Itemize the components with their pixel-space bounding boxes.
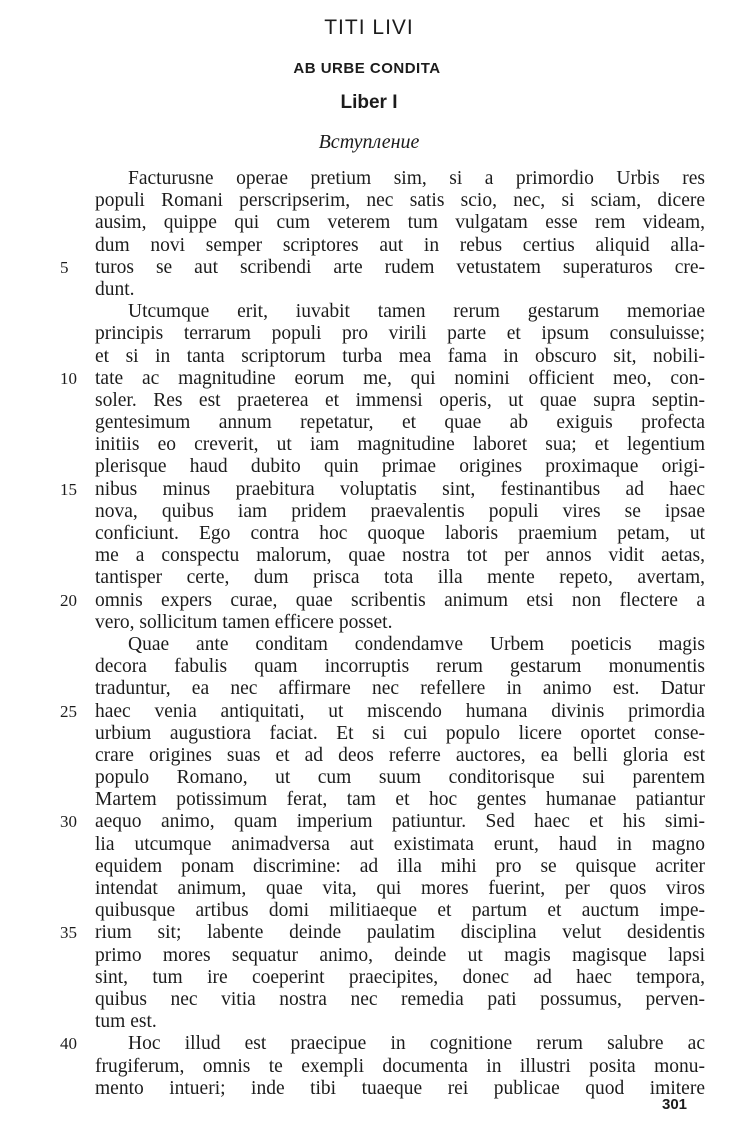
text-line: [95, 190, 705, 212]
line-text: gentesimum annum repetatur, et quae ab exiguis profecta: [95, 412, 705, 434]
book-heading: Liber I: [340, 92, 398, 113]
line-text: aequo animo, quam imperium patiuntur. Sed haec et his simi-: [95, 811, 705, 833]
section-heading: Вступление: [318, 131, 420, 153]
text-line: [95, 501, 705, 523]
text-line: [60, 256, 705, 279]
line-text: nova, quibus iam pridem praevalentis populi vires se ipsae: [95, 500, 705, 522]
page-number: 301: [662, 1096, 688, 1113]
text-line: [95, 678, 705, 700]
text-line: [95, 856, 705, 878]
text-line: [60, 478, 705, 501]
body-text: [60, 168, 705, 1100]
text-line: [95, 523, 705, 545]
text-line: [95, 634, 705, 656]
text-line: [60, 922, 705, 944]
text-line: [95, 545, 705, 567]
line-text: haec venia antiquitati, ut miscendo humana divinis primordia: [95, 700, 705, 722]
line-number: 40: [60, 1034, 77, 1054]
line-text: Hoc illud est praecipue in cognitione rerum salubre ac: [128, 1033, 705, 1055]
line-text: frugiferum, omnis te exempli documenta in illustri posita monu-: [95, 1055, 705, 1077]
text-line: [60, 1033, 705, 1055]
text-line: [95, 967, 705, 989]
line-text: ausim, quippe qui cum veterem tum vulgatam esse rem videam,: [95, 212, 705, 234]
line-text: urbium augustiora faciat. Et si cui populo licere oportet conse-: [95, 722, 705, 744]
text-line: [60, 811, 705, 833]
text-line: [95, 723, 705, 745]
line-text: decora fabulis quam incorruptis rerum gestarum monumentis: [95, 656, 705, 678]
text-line: [95, 789, 705, 811]
text-line: [95, 456, 705, 478]
text-line: [95, 390, 705, 412]
line-text: lia utcumque animadversa aut existimata erunt, haud in magno: [95, 833, 705, 855]
line-text: turos se aut scribendi arte rudem vetustatem superaturos cre-: [95, 256, 705, 278]
work-title: AB URBE CONDITA: [293, 60, 441, 77]
line-text: vero, sollicitum tamen efficere posset.: [95, 611, 393, 633]
text-line: [95, 235, 705, 257]
line-text: populo Romano, ut cum suum conditorisque sui parentem: [95, 767, 705, 789]
line-text: sint, tum ire coeperint praecipites, donec ad haec tempora,: [95, 966, 705, 988]
line-text: dunt.: [95, 278, 135, 300]
text-line: [95, 745, 705, 767]
line-text: Martem potissimum ferat, tam et hoc gentes humanae patiantur: [95, 789, 705, 811]
line-text: plerisque haud dubito quin primae origines proximaque origi-: [95, 456, 705, 478]
line-text: omnis expers curae, quae scribentis animum etsi non flectere a: [95, 589, 705, 611]
line-text: dum novi semper scriptores aut in rebus certius aliquid alla-: [95, 234, 705, 256]
line-number: 30: [60, 812, 77, 832]
text-line: [95, 878, 705, 900]
text-line: [95, 989, 705, 1011]
text-line: [95, 301, 705, 323]
line-text: et si in tanta scriptorum turba mea fama in obscuro sit, nobili-: [95, 345, 705, 367]
line-text: quibus nec vitia nostra nec remedia pati possumus, perven-: [95, 988, 705, 1010]
line-number: 10: [60, 368, 77, 388]
line-number: 25: [60, 701, 77, 721]
text-line: [95, 656, 705, 678]
line-text: Quae ante conditam condendamve Urbem poeticis magis: [128, 633, 705, 655]
line-text: rium sit; labente deinde paulatim disciplina velut desidentis: [95, 922, 705, 944]
text-line: [95, 767, 705, 789]
line-text: Facturusne operae pretium sim, si a primordio Urbis res: [128, 168, 705, 189]
line-number: 35: [60, 923, 77, 943]
line-number: 20: [60, 590, 77, 610]
text-line: [95, 1056, 705, 1078]
text-line: [95, 1078, 705, 1100]
text-line: [95, 612, 705, 634]
line-text: traduntur, ea nec affirmare nec refellere in animo est. Datur: [95, 678, 705, 700]
text-line: [95, 1011, 705, 1033]
line-text: tate ac magnitudine eorum me, qui nomini officient meo, con-: [95, 367, 705, 389]
line-text: equidem ponam discrimine: ad illa mihi pro se quisque acriter: [95, 855, 705, 877]
line-text: soler. Res est praeterea et immensi operis, ut quae supra septin-: [95, 389, 705, 411]
text-line: [95, 412, 705, 434]
line-text: principis terrarum populi pro virili parte et ipsum consuluisse;: [95, 323, 705, 345]
text-line: [95, 168, 705, 190]
line-number: 5: [60, 257, 69, 277]
text-line: [95, 323, 705, 345]
text-line: [95, 346, 705, 368]
line-text: primo mores sequatur animo, deinde ut magis magisque lapsi: [95, 944, 705, 966]
line-text: crare origines suas et ad deos referre auctores, ea belli gloria est: [95, 744, 705, 766]
line-text: quibusque artibus domi militiaeque et partum et auctum impe-: [95, 900, 705, 922]
text-line: [60, 589, 705, 612]
text-line: [95, 834, 705, 856]
text-line: [95, 900, 705, 922]
line-number: 15: [60, 479, 77, 499]
text-line: [95, 434, 705, 456]
line-text: Utcumque erit, iuvabit tamen rerum gestarum memoriae: [128, 301, 705, 323]
line-text: conficiunt. Ego contra hoc quoque laboris praemium petam, ut: [95, 523, 705, 544]
line-text: tum est.: [95, 1011, 157, 1033]
line-text: tantisper certe, dum prisca tota illa mente repeto, avertam,: [95, 567, 705, 589]
line-text: populi Romani perscripserim, nec satis scio, nec, si sciam, dicere: [95, 190, 705, 212]
text-line: [60, 367, 705, 390]
text-line: [95, 279, 705, 301]
text-line: [95, 212, 705, 234]
text-line: [60, 700, 705, 723]
line-text: intendat animum, quae vita, qui mores fuerint, per quos viros: [95, 878, 705, 899]
text-line: [95, 567, 705, 589]
line-text: initiis eo creverit, ut iam magnitudine laboret sua; et legentium: [95, 434, 705, 456]
author-heading: TITI LIVI: [324, 16, 414, 39]
text-line: [95, 945, 705, 967]
line-text: nibus minus praebitura voluptatis sint, festinantibus ad haec: [95, 478, 705, 500]
line-text: mento intueri; inde tibi tuaeque rei publicae quod imitere: [95, 1077, 705, 1099]
line-text: me a conspectu malorum, quae nostra tot per annos vidit aetas,: [95, 545, 705, 567]
